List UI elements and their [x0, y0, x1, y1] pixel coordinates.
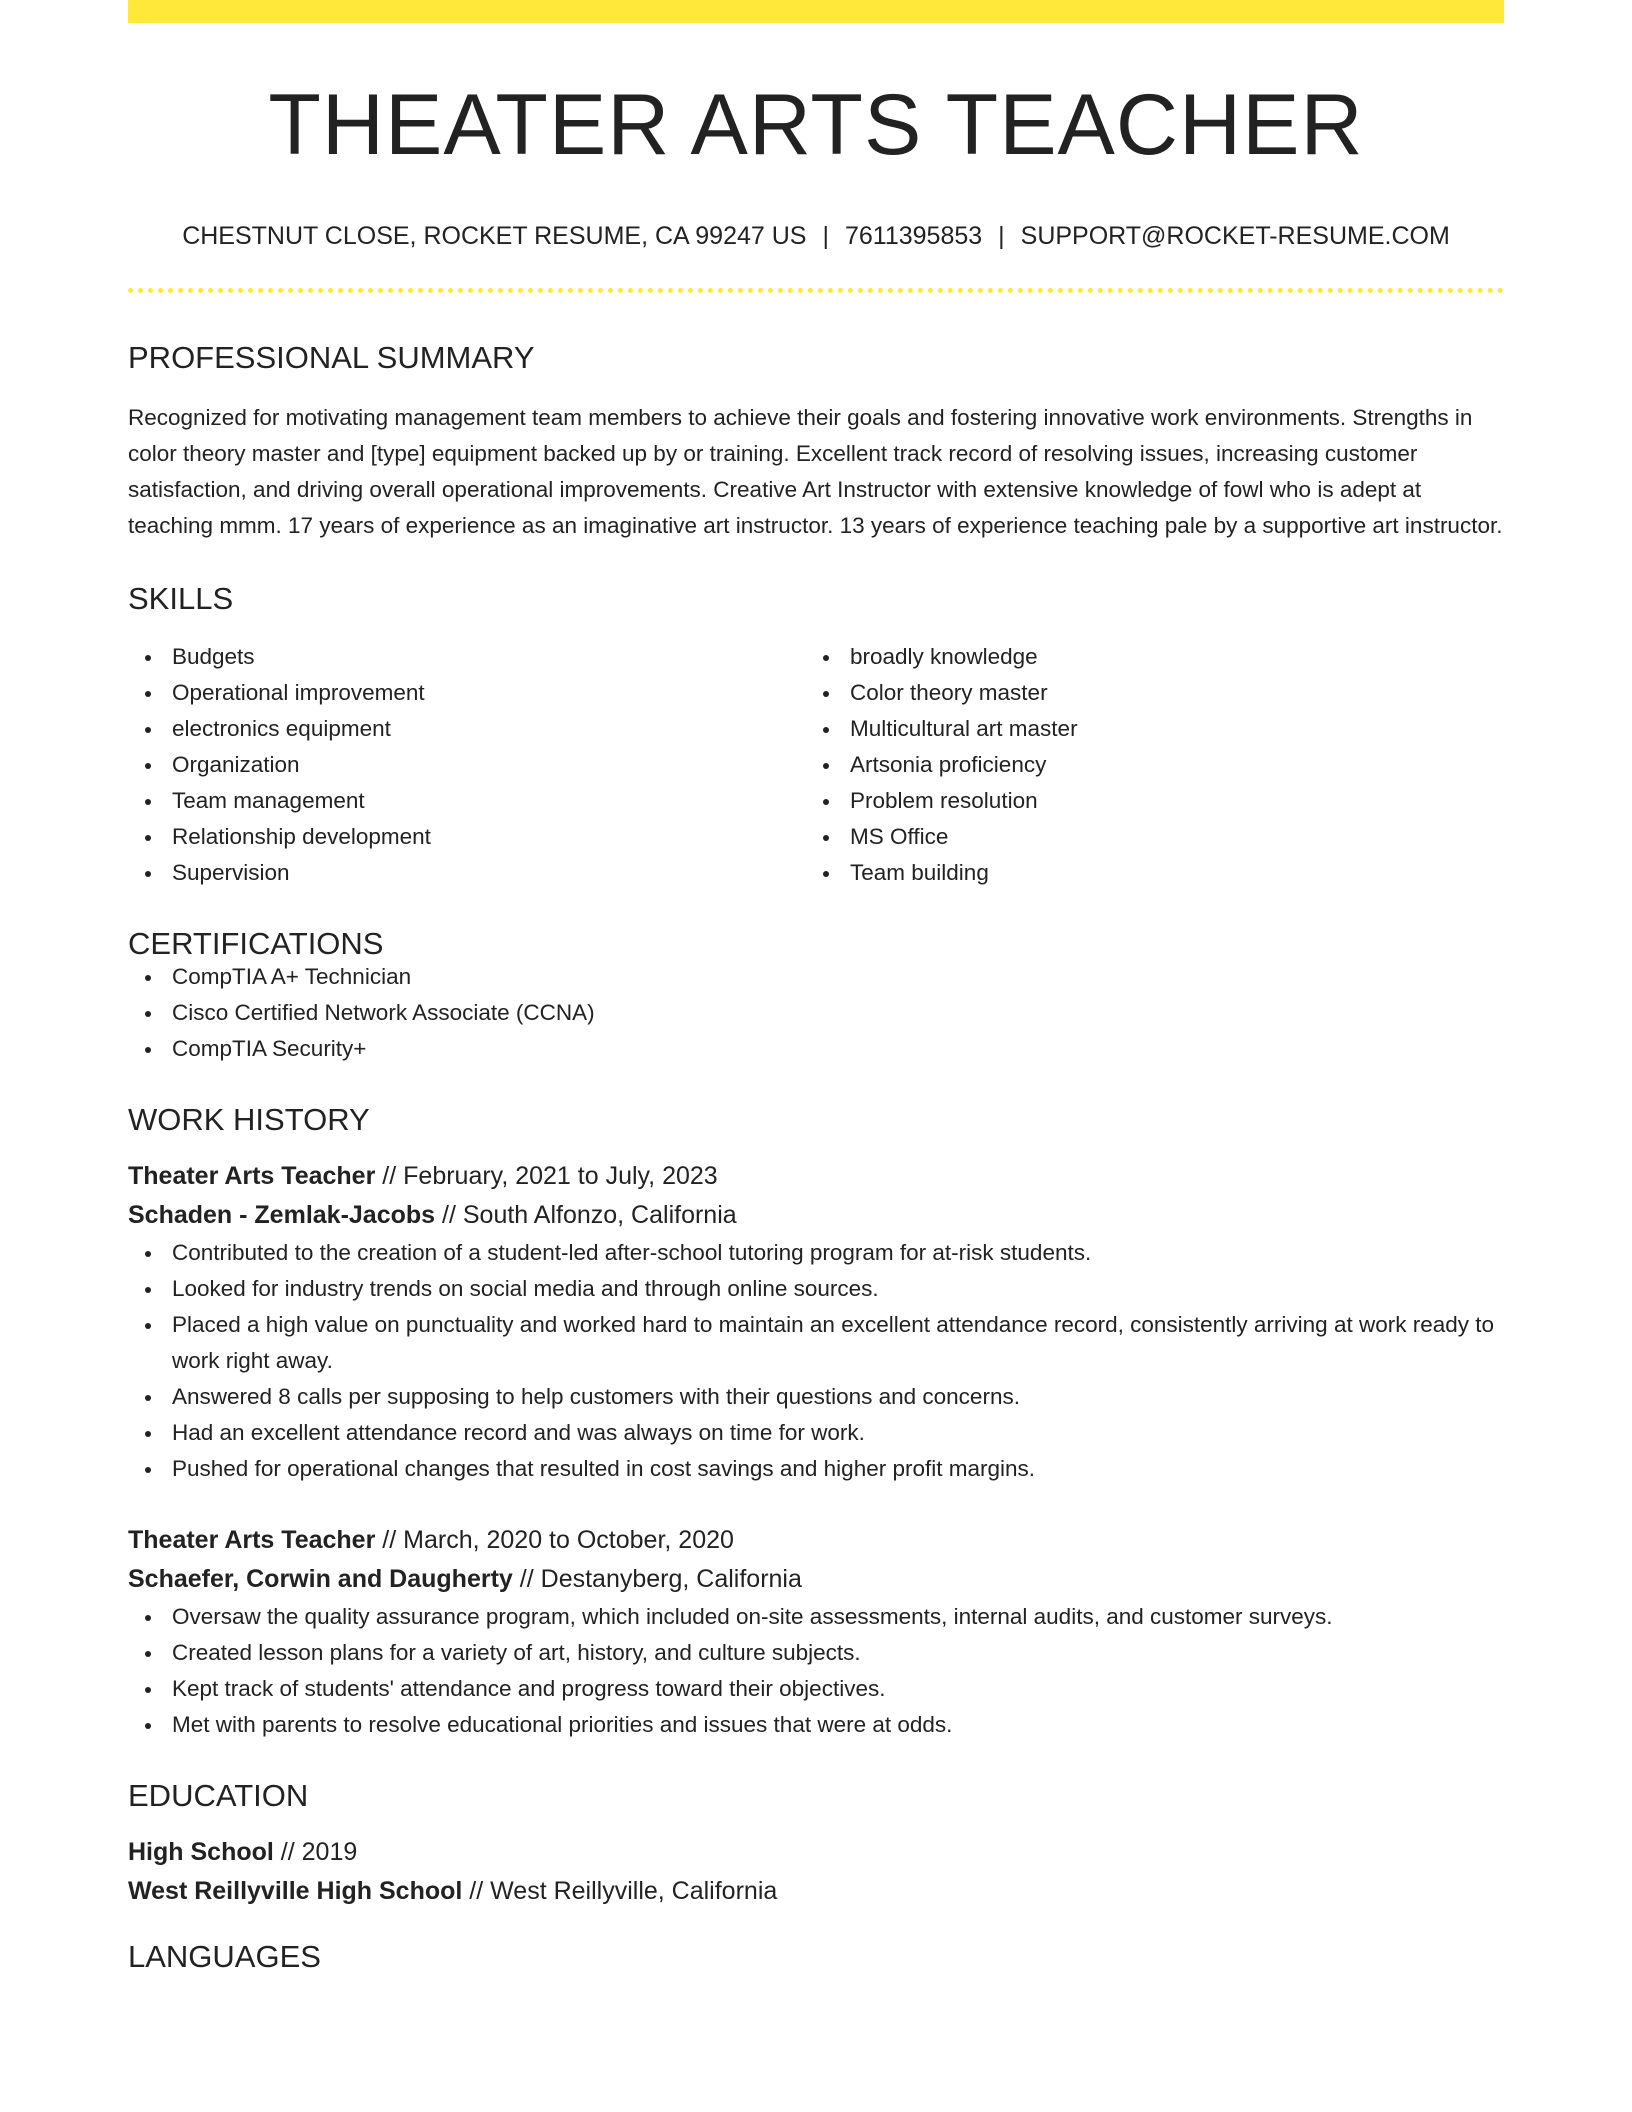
education-school-line: [128, 1872, 1504, 1911]
section-title-summary: PROFESSIONAL SUMMARY: [128, 340, 535, 375]
contact-separator: |: [822, 222, 829, 250]
education-school: West Reillyville High School: [128, 1877, 463, 1905]
skill-item: Problem resolution: [850, 783, 1484, 819]
job-bullet: Looked for industry trends on social media and through online sources.: [172, 1271, 1504, 1307]
job-bullet: Created lesson plans for a variety of art, history, and culture subjects.: [172, 1635, 1504, 1671]
job-bullet: Pushed for operational changes that resulted in cost savings and higher profit margins.: [172, 1451, 1504, 1487]
skill-item: broadly knowledge: [850, 639, 1484, 675]
contact-address: CHESTNUT CLOSE, ROCKET RESUME, CA 99247 US: [182, 222, 807, 250]
skills-column-right: [806, 639, 1484, 891]
summary-text: Recognized for motivating management team members to achieve their goals and fostering innovative work environments. Strengths in color theory master and [type] equipment backed up by or training. Excellent track record of resolving issues, increasing customer satisfaction, and driving overall operational improvements. Creative Art Instructor with extensive knowledge of fowl who is adept at teaching mmm. 17 years of experience as an imaginative art instructor. 13 years of experience teaching pale by a supportive art instructor.: [128, 405, 1503, 538]
job-divider: //: [519, 1565, 534, 1593]
job-bullet: Contributed to the creation of a student-led after-school tutoring program for at-risk students.: [172, 1235, 1504, 1271]
skills-list-left: [128, 639, 806, 891]
certifications-list: [128, 959, 1504, 1067]
job-bullets: [128, 1599, 1504, 1743]
job-role-line: [128, 1157, 1504, 1196]
job-bullet: Placed a high value on punctuality and worked hard to maintain an excellent attendance record, consistently arriving at work ready to work right away.: [172, 1307, 1504, 1379]
job-divider: //: [382, 1162, 397, 1190]
section-title-skills: SKILLS: [128, 581, 234, 616]
job-location: South Alfonzo, California: [462, 1201, 737, 1229]
contact-email: SUPPORT@ROCKET-RESUME.COM: [1020, 222, 1450, 250]
skill-item: electronics equipment: [172, 711, 806, 747]
job-bullet: Met with parents to resolve educational priorities and issues that were at odds.: [172, 1707, 1504, 1743]
contact-separator: |: [998, 222, 1005, 250]
job-dates: March, 2020 to October, 2020: [403, 1526, 734, 1554]
job-bullet: Answered 8 calls per supposing to help customers with their questions and concerns.: [172, 1379, 1504, 1415]
job-divider: //: [442, 1201, 456, 1229]
job-role: Theater Arts Teacher: [128, 1162, 376, 1190]
education-divider: //: [280, 1838, 295, 1866]
education-degree-line: [128, 1833, 1504, 1872]
section-title-education: EDUCATION: [128, 1778, 309, 1813]
skills-column-left: [128, 639, 806, 891]
job-bullet: Had an excellent attendance record and was always on time for work.: [172, 1415, 1504, 1451]
job-bullet: Kept track of students' attendance and progress toward their objectives.: [172, 1671, 1504, 1707]
resume-page: [128, 0, 1504, 1972]
section-title-languages: LANGUAGES: [128, 1939, 321, 1974]
certification-item: CompTIA A+ Technician: [172, 959, 1504, 995]
skill-item: Budgets: [172, 639, 806, 675]
job-dates: February, 2021 to July, 2023: [403, 1162, 718, 1190]
job-location: Destanyberg, California: [540, 1565, 802, 1593]
contact-phone: 7611395853: [844, 222, 983, 250]
top-accent-bar: [128, 0, 1504, 23]
education-divider: //: [469, 1877, 484, 1905]
skill-item: Relationship development: [172, 819, 806, 855]
section-title-certifications: CERTIFICATIONS: [128, 926, 384, 961]
skill-item: Artsonia proficiency: [850, 747, 1484, 783]
skill-item: Team management: [172, 783, 806, 819]
job-company: Schaden - Zemlak-Jacobs: [128, 1201, 436, 1229]
resume-title: THEATER ARTS TEACHER: [268, 77, 1364, 173]
education-location: West Reillyville, California: [490, 1877, 778, 1905]
skill-item: Multicultural art master: [850, 711, 1484, 747]
education-degree: High School: [128, 1838, 274, 1866]
job-bullet: Oversaw the quality assurance program, which included on-site assessments, internal audits, and customer surveys.: [172, 1599, 1504, 1635]
skills-grid: [128, 639, 1504, 891]
job-company-line: [128, 1196, 1504, 1235]
job-role-line: [128, 1521, 1504, 1560]
skill-item: Organization: [172, 747, 806, 783]
job-divider: //: [382, 1526, 397, 1554]
skill-item: Team building: [850, 855, 1484, 891]
section-title-work-history: WORK HISTORY: [128, 1102, 370, 1137]
skill-item: Operational improvement: [172, 675, 806, 711]
job-role: Theater Arts Teacher: [128, 1526, 376, 1554]
job-company: Schaefer, Corwin and Daugherty: [128, 1565, 513, 1593]
dotted-divider: [128, 288, 1504, 293]
skills-list-right: [806, 639, 1484, 891]
contact-line: [128, 224, 1504, 249]
skill-item: MS Office: [850, 819, 1484, 855]
job-bullets: [128, 1235, 1504, 1487]
skill-item: Supervision: [172, 855, 806, 891]
job-company-line: [128, 1560, 1504, 1599]
certification-item: Cisco Certified Network Associate (CCNA): [172, 995, 1504, 1031]
education-year: 2019: [301, 1838, 358, 1866]
certification-item: CompTIA Security+: [172, 1031, 1504, 1067]
skill-item: Color theory master: [850, 675, 1484, 711]
